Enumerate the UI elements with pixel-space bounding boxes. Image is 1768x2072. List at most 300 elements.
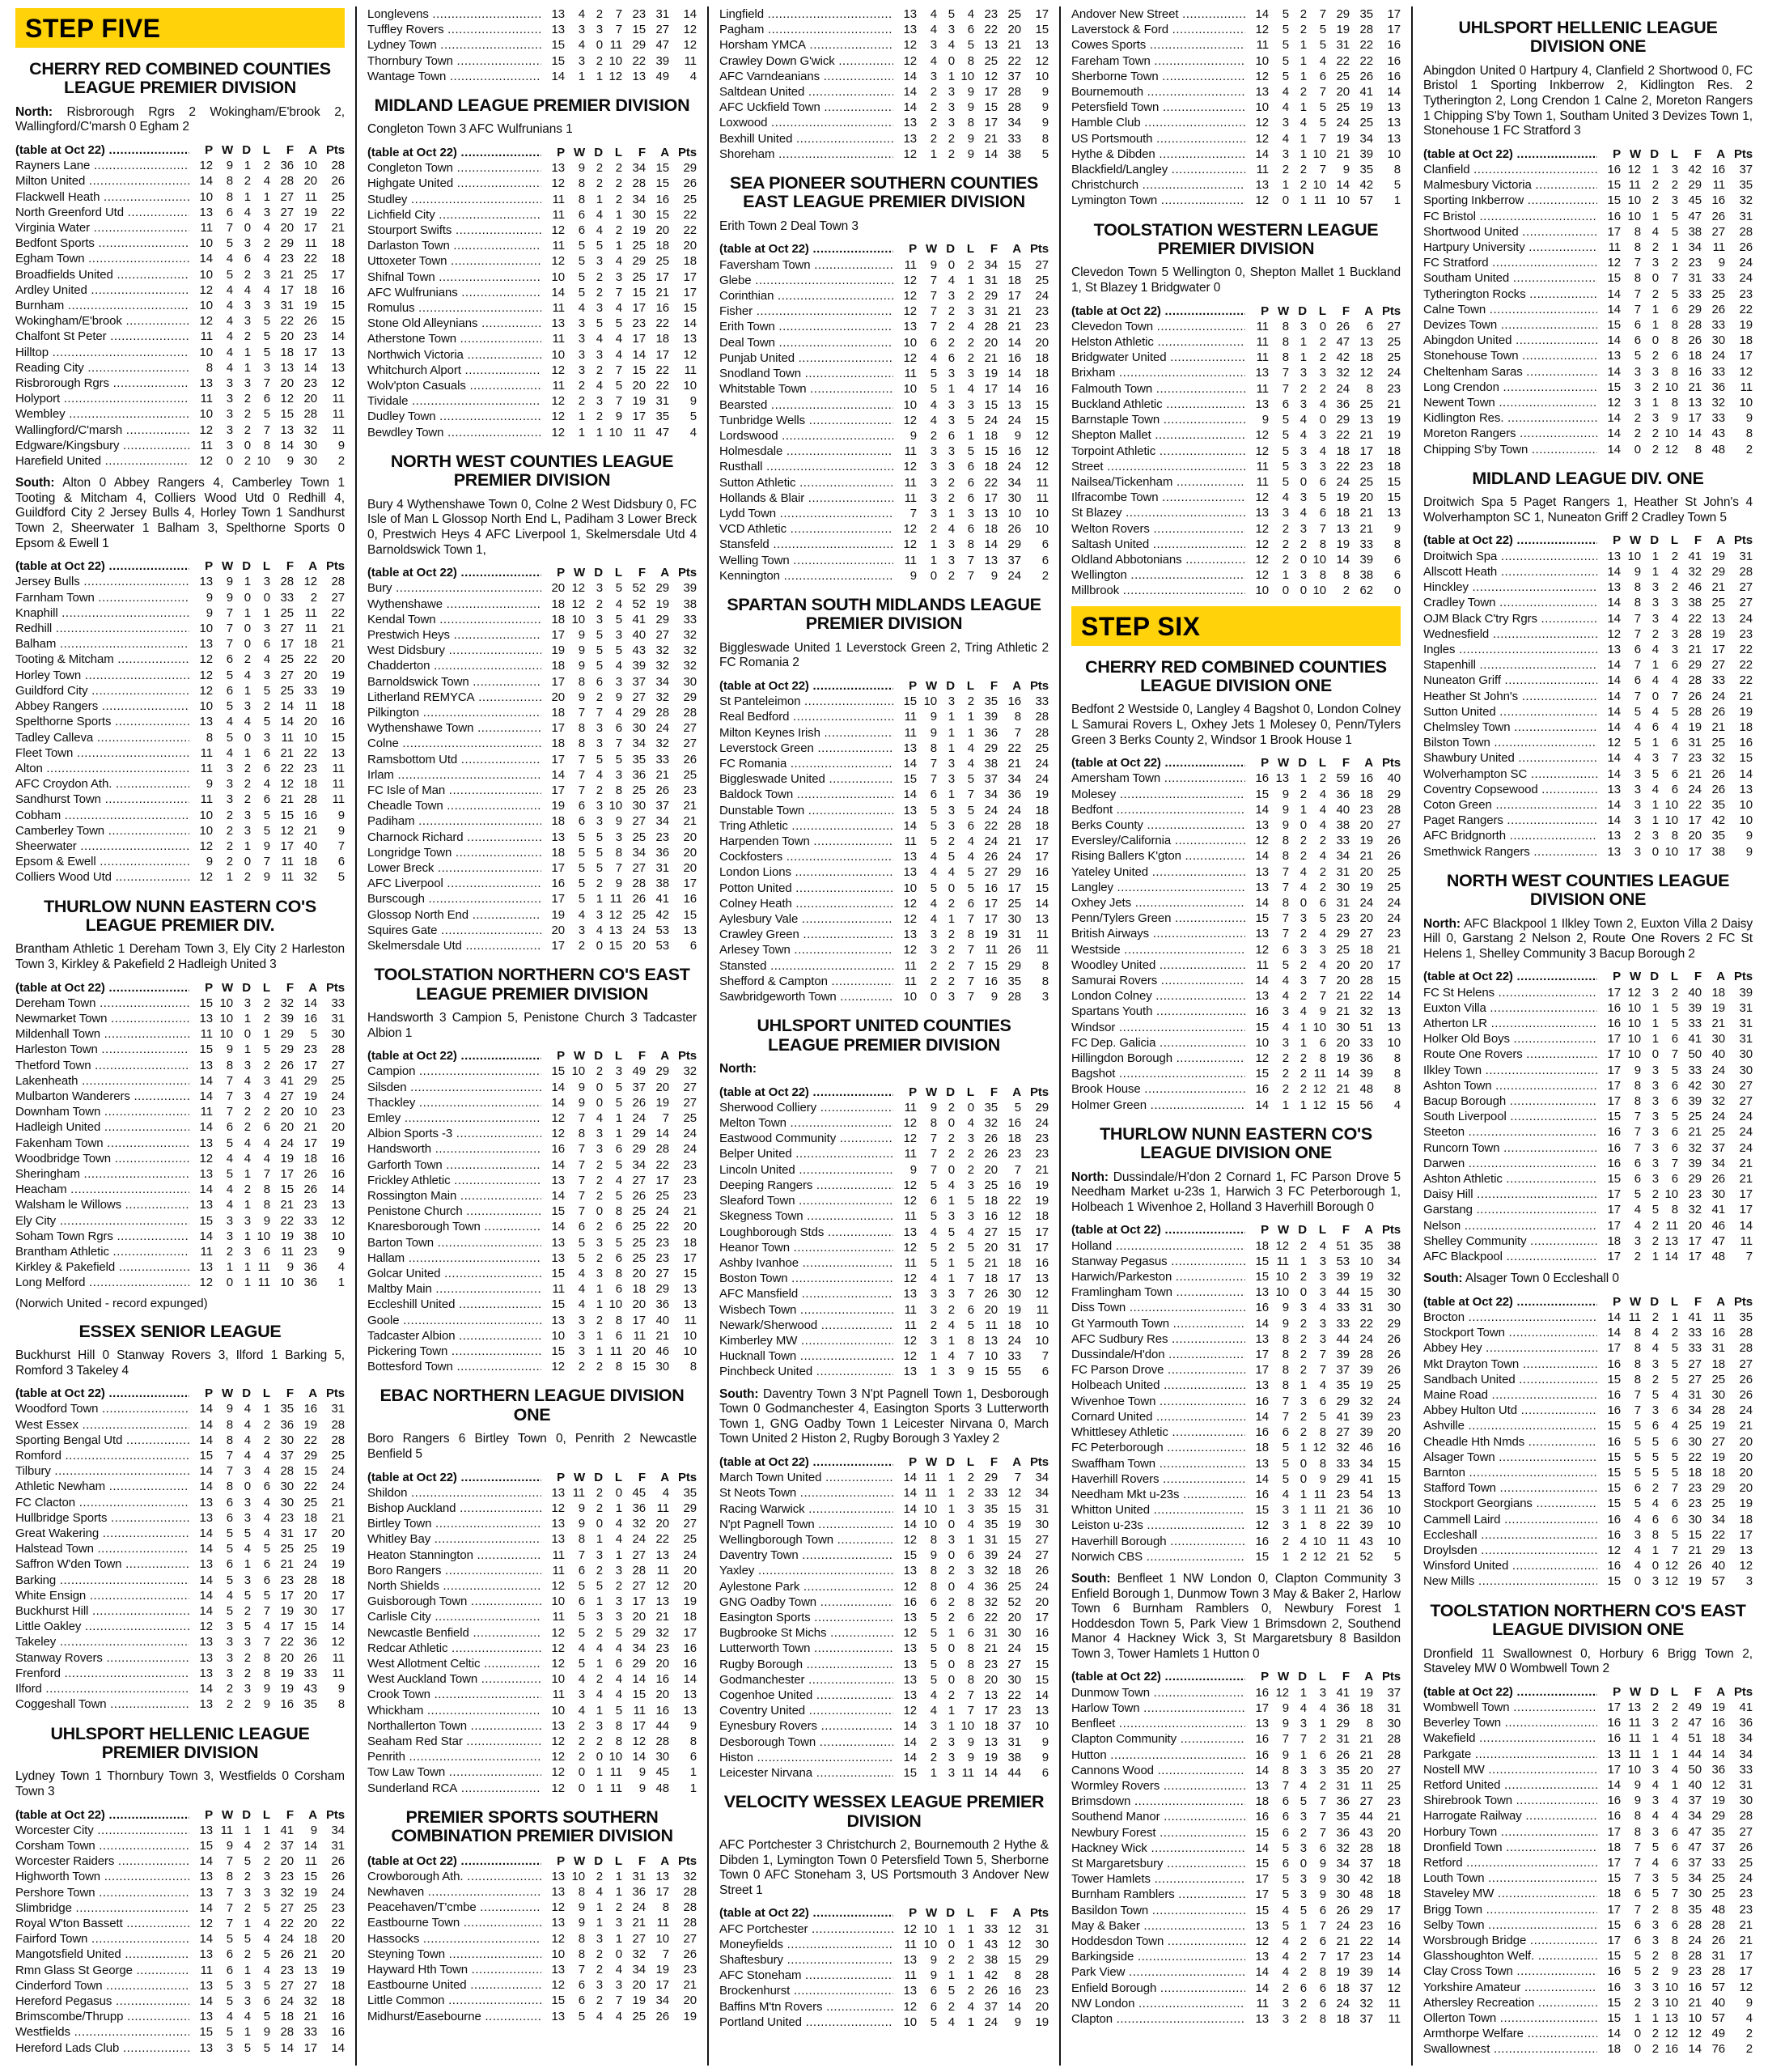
stat-l: 4 <box>1319 787 1326 801</box>
stat-pts: 13 <box>331 745 345 760</box>
stat-l: 4 <box>967 741 974 755</box>
table-header-row <box>1071 755 1401 771</box>
stat-l: 4 <box>615 301 622 316</box>
stat-w: 8 <box>1282 1331 1289 1346</box>
stat-p: 14 <box>551 1095 565 1110</box>
stat-d: 4 <box>1651 1497 1659 1511</box>
stat-l: 12 <box>1312 1098 1326 1112</box>
stat-p: 13 <box>1607 349 1621 363</box>
stat-d: 3 <box>1300 521 1307 536</box>
stat-a: 53 <box>655 923 669 937</box>
stat-f: 35 <box>984 1100 998 1115</box>
stat-f: 44 <box>1336 1331 1350 1346</box>
stat-l: 12 <box>1312 1549 1326 1564</box>
stat-p: 17 <box>1607 1824 1621 1839</box>
stat-f: 45 <box>1688 193 1702 208</box>
stat-w: 5 <box>578 1656 585 1671</box>
col-label-a: A <box>1716 533 1725 548</box>
stat-l: 5 <box>615 1080 622 1094</box>
stat-f: 24 <box>632 1532 646 1547</box>
stat-pts: 24 <box>683 1127 697 1141</box>
stat-a: 15 <box>655 161 669 176</box>
stat-d: 3 <box>1651 1871 1659 1886</box>
stat-pts: 9 <box>689 394 697 409</box>
team-name: Leiston u-23s ..... <box>1071 1518 1245 1533</box>
stat-p: 15 <box>1607 1574 1621 1589</box>
stat-f: 35 <box>632 752 646 766</box>
stat-w: 5 <box>1282 1456 1289 1471</box>
table-row <box>1423 1171 1753 1187</box>
col-label-w: W <box>925 242 937 257</box>
stat-pts: 5 <box>1393 1549 1401 1564</box>
stat-pts: 21 <box>1739 1933 1753 1947</box>
stat-pts: 20 <box>683 1563 697 1577</box>
team-name: Erith Town ..... <box>719 319 893 334</box>
stat-l: 4 <box>615 347 622 362</box>
stat-f: 11 <box>633 1328 646 1343</box>
stat-pts: 12 <box>1739 1980 1753 1994</box>
stat-p: 13 <box>199 715 213 729</box>
stat-d: 1 <box>1651 813 1659 828</box>
stat-a: 25 <box>655 254 669 269</box>
stat-d: 3 <box>948 694 955 709</box>
column-5 <box>1413 6 1763 2066</box>
stat-l: 6 <box>1671 1172 1678 1187</box>
stat-p: 12 <box>903 943 917 957</box>
stat-d: 1 <box>244 1167 251 1181</box>
stat-a: 32 <box>303 1993 317 2008</box>
stat-p: 12 <box>551 1750 565 1764</box>
stat-pts: 13 <box>1387 131 1401 146</box>
stat-f: 13 <box>984 1688 998 1702</box>
stat-p: 15 <box>551 1267 565 1281</box>
stat-d: 1 <box>244 1260 251 1275</box>
stat-f: 9 <box>990 568 998 583</box>
stat-f: 53 <box>1336 1254 1350 1268</box>
stat-d: 5 <box>596 830 603 844</box>
stat-p: 11 <box>904 1302 917 1317</box>
stat-f: 17 <box>632 1718 646 1733</box>
stat-f: 27 <box>1688 1372 1702 1386</box>
stat-a: 57 <box>1711 2010 1725 2025</box>
stat-f: 24 <box>1336 1996 1350 2010</box>
table-row <box>719 694 1049 709</box>
stat-p: 14 <box>199 1073 213 1088</box>
table-row <box>15 1681 345 1696</box>
stat-w: 3 <box>578 1328 585 1343</box>
stat-d: 5 <box>1651 1887 1659 1901</box>
stat-p: 12 <box>1255 490 1269 505</box>
stat-p: 12 <box>551 1578 565 1593</box>
team-name: Ingles ..... <box>1423 642 1597 657</box>
col-label-l: L <box>614 1853 622 1868</box>
table-row <box>719 1688 1049 1703</box>
stat-a: 40 <box>1711 1047 1725 1062</box>
team-name: Bacup Borough ..... <box>1423 1093 1597 1109</box>
table-row <box>1071 505 1401 520</box>
team-name: Royal W'ton Bassett ..... <box>15 1916 189 1931</box>
table-row <box>1071 1809 1401 1824</box>
stat-d: 1 <box>244 605 251 620</box>
stat-w: 3 <box>930 928 937 942</box>
stat-f: 11 <box>1337 1534 1350 1548</box>
stat-l: 2 <box>967 289 974 304</box>
team-name: Eccleshill United ..... <box>367 1297 541 1312</box>
stat-f: 25 <box>984 53 998 68</box>
stat-w: 7 <box>1634 1140 1641 1155</box>
stat-p: 13 <box>199 1635 213 1650</box>
stat-w: 8 <box>1282 319 1289 333</box>
stat-p: 11 <box>904 710 917 724</box>
stat-pts: 16 <box>331 1151 345 1166</box>
stat-p: 11 <box>200 1245 213 1259</box>
stat-p: 13 <box>1607 829 1621 843</box>
table-row <box>15 1823 345 1838</box>
stat-l: 8 <box>615 1718 622 1733</box>
col-label-w: W <box>1629 1294 1641 1309</box>
stat-l: 1 <box>615 207 622 222</box>
team-name: Kidlington Res. ..... <box>1423 410 1597 426</box>
stat-p: 11 <box>552 1610 565 1624</box>
table-row <box>15 1089 345 1104</box>
stat-d: 4 <box>244 1402 251 1416</box>
stat-p: 15 <box>199 996 213 1010</box>
stat-p: 11 <box>200 221 213 236</box>
stat-l: 4 <box>967 320 974 334</box>
team-name: AFC Mansfield ..... <box>719 1286 893 1301</box>
stat-w: 5 <box>1634 1434 1641 1449</box>
stat-f: 17 <box>1688 844 1702 859</box>
stat-d: 3 <box>244 1213 251 1228</box>
stat-w: 6 <box>1282 1825 1289 1840</box>
stat-p: 11 <box>904 958 917 973</box>
stat-a: 48 <box>1711 442 1725 456</box>
col-label-p: P <box>1261 304 1269 318</box>
stat-l: 2 <box>1319 335 1326 350</box>
table-row <box>1423 1527 1753 1543</box>
stat-d: 1 <box>1300 53 1307 68</box>
stat-l: 3 <box>1319 1685 1326 1700</box>
stat-a: 11 <box>1712 1310 1725 1325</box>
stat-a: 34 <box>655 814 669 829</box>
stat-w: 10 <box>1627 1047 1641 1062</box>
stat-a: 24 <box>655 721 669 736</box>
stat-f: 33 <box>1688 287 1702 301</box>
stat-p: 16 <box>1255 1810 1269 1824</box>
table-header-label: (table at Oct 22) ..... <box>1423 533 1597 548</box>
stat-w: 8 <box>930 741 937 755</box>
table-row <box>367 891 697 906</box>
stat-pts: 5 <box>689 410 697 424</box>
stat-d: 5 <box>1651 1466 1659 1480</box>
stat-p: 14 <box>903 1517 917 1531</box>
table-row <box>367 860 697 876</box>
stat-p: 15 <box>1607 1110 1621 1124</box>
stat-d: 4 <box>244 1151 251 1166</box>
stat-a: 35 <box>1359 163 1373 177</box>
stat-p: 17 <box>1255 1348 1269 1362</box>
stat-f: 27 <box>280 205 294 219</box>
stat-f: 23 <box>1688 751 1702 766</box>
table-row <box>1071 1269 1401 1284</box>
team-name: Shoreham ..... <box>719 146 893 162</box>
stat-f: 17 <box>280 1167 294 1181</box>
stat-p: 13 <box>1255 1918 1269 1933</box>
stat-d: 1 <box>244 839 251 853</box>
stat-l: 8 <box>967 1672 974 1687</box>
stat-p: 12 <box>1607 1543 1621 1558</box>
stat-w: 7 <box>226 221 233 236</box>
stat-p: 13 <box>903 320 917 334</box>
stat-d: 4 <box>1651 704 1659 719</box>
stat-f: 17 <box>984 896 998 911</box>
stat-l: 3 <box>1671 193 1678 208</box>
league-table <box>367 1853 697 2024</box>
stat-w: 7 <box>578 1142 585 1157</box>
stat-d: 3 <box>948 444 955 459</box>
stat-p: 17 <box>551 674 565 689</box>
stat-w: 7 <box>930 273 937 287</box>
table-row <box>367 1313 697 1328</box>
stat-w: 8 <box>226 1433 233 1447</box>
stat-d: 1 <box>244 360 251 375</box>
stat-pts: 23 <box>1387 1794 1401 1809</box>
stat-f: 34 <box>1688 1871 1702 1886</box>
stat-w: 1 <box>226 1260 233 1275</box>
table-row <box>367 1080 697 1095</box>
stat-a: 26 <box>655 2009 669 2023</box>
stat-a: 12 <box>1711 1777 1725 1792</box>
table-row <box>15 1963 345 1978</box>
table-row <box>1071 459 1401 474</box>
stat-l: 4 <box>263 1620 270 1634</box>
stat-a: 38 <box>1007 1750 1021 1764</box>
stat-w: 2 <box>1634 411 1641 426</box>
stat-w: 3 <box>1634 1527 1641 1542</box>
table-row <box>15 1166 345 1182</box>
stat-w: 8 <box>1634 1372 1641 1386</box>
stat-p: 18 <box>551 659 565 673</box>
table-header-label: (table at Oct 22) ..... <box>1423 1684 1597 1700</box>
table-row <box>15 1042 345 1057</box>
stat-w: 9 <box>578 659 585 673</box>
stat-l: 5 <box>1671 704 1678 719</box>
col-label-w: W <box>1277 1670 1289 1684</box>
stat-a: 20 <box>655 1688 669 1702</box>
stat-a: 27 <box>1711 658 1725 673</box>
team-name: Runcorn Town ..... <box>1423 1140 1597 1156</box>
team-name: Shortwood United ..... <box>1423 224 1597 240</box>
stat-p: 11 <box>904 974 917 988</box>
table-row <box>1423 1855 1753 1870</box>
stat-l: 7 <box>1319 1810 1326 1824</box>
stat-l: 9 <box>615 410 622 424</box>
stat-a: 14 <box>303 996 317 1010</box>
stat-a: 18 <box>1007 1564 1021 1578</box>
stat-pts: 29 <box>683 1501 697 1515</box>
stat-l: 10 <box>257 1229 270 1243</box>
stat-w: 13 <box>1627 1700 1641 1714</box>
stat-d: 5 <box>1651 1840 1659 1854</box>
stat-p: 13 <box>1255 1285 1269 1300</box>
stat-d: 3 <box>1651 1357 1659 1371</box>
stat-p: 13 <box>903 1672 917 1687</box>
stat-f: 23 <box>1688 1964 1702 1979</box>
stat-w: 2 <box>930 974 937 988</box>
stat-a: 27 <box>303 1978 317 1993</box>
stat-f: 25 <box>280 683 294 698</box>
stat-a: 19 <box>303 205 317 219</box>
stat-pts: 20 <box>1739 1466 1753 1480</box>
table-header-label: (table at Oct 22) ..... <box>15 558 189 574</box>
stat-a: 21 <box>1359 428 1373 443</box>
stat-l: 10 <box>257 454 270 469</box>
league-table <box>1423 146 1753 457</box>
col-label-pts: Pts <box>1733 1294 1753 1309</box>
stat-w: 9 <box>578 690 585 704</box>
stat-d: 0 <box>1300 552 1307 567</box>
stat-f: 32 <box>632 1517 646 1531</box>
table-header-label: (table at Oct 22) ..... <box>15 1807 189 1823</box>
table-row <box>15 1104 345 1119</box>
table-row <box>367 1359 697 1374</box>
table-row <box>1071 1502 1401 1518</box>
stat-p: 14 <box>1607 1310 1621 1325</box>
stat-f: 19 <box>984 928 998 942</box>
stat-w: 6 <box>1282 1810 1289 1824</box>
stat-pts: 14 <box>1387 1934 1401 1948</box>
stat-pts: 11 <box>684 363 697 377</box>
team-name: Retford ..... <box>1423 1855 1597 1870</box>
stat-d: 5 <box>948 1984 955 1998</box>
col-label-w: W <box>925 678 937 693</box>
stat-w: 6 <box>578 1220 585 1234</box>
stat-p: 14 <box>1607 287 1621 301</box>
stat-d: 2 <box>244 652 251 667</box>
stat-a: 20 <box>303 1916 317 1930</box>
team-name: Hereford Pegasus ..... <box>15 1993 189 2009</box>
stat-f: 12 <box>1688 2027 1702 2041</box>
stat-a: 37 <box>1359 1856 1373 1870</box>
stat-a: 16 <box>1007 1116 1021 1131</box>
stat-a: 34 <box>655 1993 669 2008</box>
stat-pts: 7 <box>337 839 345 853</box>
stat-d: 3 <box>1300 397 1307 411</box>
stat-f: 24 <box>280 1136 294 1150</box>
stat-d: 1 <box>244 1557 251 1572</box>
team-name: Dunstable Town ..... <box>719 803 893 818</box>
stat-p: 12 <box>1255 444 1269 458</box>
stat-p: 11 <box>904 1209 917 1224</box>
results-text: Benfleet 1 NW London 0, Clapton Community 3 Enfield Borough 1, Dunmow Town 3 May & Baker 2, Harlow Town 6 Burnham Ramblers 0, Newbury Forest 1 Hoddesdon Town 5, Park View 1 Brimsdown 2, Southend Manor 4 Hackney Wick 3, St Margaretsbury 8 Basildon Town 3, Tower Hamlets 1 Hutton 0 <box>1071 1571 1401 1661</box>
stat-f: 32 <box>1336 1841 1350 1855</box>
stat-p: 11 <box>552 1548 565 1562</box>
stat-f: 26 <box>280 1947 294 1962</box>
stat-l: 9 <box>967 131 974 146</box>
stat-w: 5 <box>578 1250 585 1265</box>
team-name: Coton Green ..... <box>1423 797 1597 813</box>
team-name: White Ensign ..... <box>15 1588 189 1603</box>
stat-l: 5 <box>1671 224 1678 239</box>
stat-l: 4 <box>263 221 270 236</box>
col-label-pts: Pts <box>677 566 697 580</box>
team-name: Amersham Town ..... <box>1071 771 1245 786</box>
stat-f: 36 <box>1336 787 1350 801</box>
stat-p: 10 <box>903 990 917 1004</box>
stat-w: 5 <box>578 877 585 891</box>
table-row <box>719 1921 1049 1937</box>
team-name: Whittlesey Athletic ..... <box>1071 1424 1245 1440</box>
stat-p: 12 <box>903 350 917 365</box>
table-row <box>1423 782 1753 797</box>
stat-l: 8 <box>967 53 974 68</box>
stat-d: 4 <box>1651 1777 1659 1792</box>
col-label-w: W <box>925 1906 937 1921</box>
stat-a: 24 <box>1007 1333 1021 1348</box>
team-name: Christchurch ..... <box>1071 177 1245 193</box>
stat-a: 22 <box>303 652 317 667</box>
stat-p: 12 <box>551 1781 565 1795</box>
results-text: Dronfield 11 Swallownest 0, Horbury 6 Brigg Town 2, Staveley MW 0 Wombwell Town 2 <box>1423 1646 1753 1676</box>
stat-pts: 10 <box>331 1229 345 1243</box>
stat-f: 29 <box>1336 1717 1350 1731</box>
col-label-l: L <box>262 1386 270 1401</box>
table-row <box>1071 350 1401 365</box>
team-name: Studley ..... <box>367 192 541 207</box>
stat-f: 18 <box>984 428 998 443</box>
stat-d: 0 <box>948 53 955 68</box>
stat-p: 16 <box>1255 1685 1269 1700</box>
stat-f: 17 <box>280 282 294 297</box>
stat-a: 27 <box>655 1267 669 1281</box>
stat-a: 34 <box>1007 772 1021 787</box>
stat-d: 2 <box>596 1625 603 1640</box>
stat-w: 7 <box>1634 1403 1641 1418</box>
stat-f: 24 <box>1336 116 1350 130</box>
table-header-label: (table at Oct 22) ..... <box>15 1386 189 1401</box>
stat-w: 5 <box>1634 349 1641 363</box>
stat-a: 29 <box>303 1073 317 1088</box>
stat-f: 9 <box>1342 163 1350 177</box>
table-row <box>367 1749 697 1764</box>
stat-f: 25 <box>632 1204 646 1219</box>
table-row <box>1423 1031 1753 1047</box>
stat-w: 1 <box>930 553 937 567</box>
stat-w: 5 <box>578 2009 585 2023</box>
team-name: Bedfont ..... <box>1071 802 1245 817</box>
stat-p: 12 <box>903 912 917 927</box>
stat-d: 0 <box>948 1548 955 1563</box>
stat-l: 10 <box>608 1297 622 1312</box>
stat-a: 46 <box>1359 1441 1373 1455</box>
stat-l: 5 <box>263 1900 270 1915</box>
stat-p: 11 <box>904 490 917 505</box>
stat-a: 35 <box>1711 797 1725 812</box>
stat-p: 16 <box>1607 1980 1621 1994</box>
stat-d: 1 <box>596 1703 603 1717</box>
stat-l: 0 <box>1319 319 1326 333</box>
stat-d: 3 <box>948 803 955 817</box>
stat-l: 7 <box>263 376 270 391</box>
table-row <box>1071 1763 1401 1778</box>
stat-f: 20 <box>1336 85 1350 100</box>
table-row <box>1423 626 1753 642</box>
team-name: VCD Athletic ..... <box>719 521 893 537</box>
stat-d: 1 <box>244 159 251 173</box>
stat-d: 2 <box>1300 1082 1307 1097</box>
stat-w: 8 <box>1282 350 1289 365</box>
stat-l: 5 <box>1671 209 1678 223</box>
